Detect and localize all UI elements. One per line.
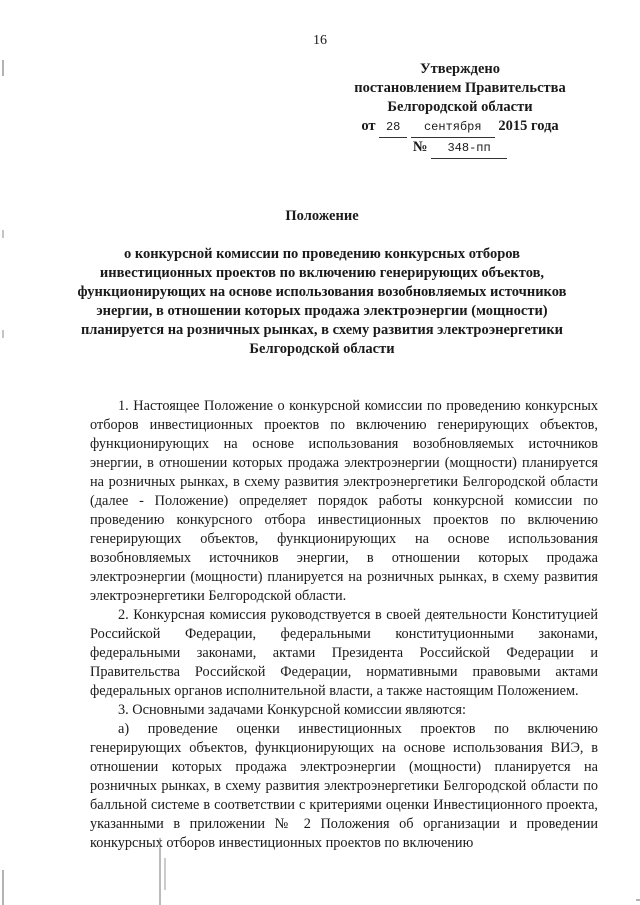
approval-stamp (340, 60, 580, 159)
number-prefix: № (412, 139, 428, 155)
document-title (72, 207, 572, 359)
title-line-1: Положение (285, 208, 359, 224)
title-line-6: планируется на розничных рынках, в схему развития электроэнергетики (80, 322, 564, 338)
date-prefix: от (361, 118, 376, 134)
approval-date (340, 117, 580, 138)
approval-number (340, 138, 580, 159)
date-month: сентября (411, 118, 495, 138)
date-day: 28 (379, 118, 407, 138)
paragraph-3a: а) проведение оценки инвестиционных проектов по включению генерирующих объектов, функционирующих на основе использования ВИЭ, в отношении которых продажа электроэнергии (мощности) планируется на розничных рынках, в схему развития электроэнергетики Белгородской области по балльной системе в соответствии с критериями оценки Инвестиционного проекта, указанными в приложении № 2 Положения об организации и проведении конкурсных отборов инвестиционных проектов по включению (90, 721, 598, 851)
paragraph-2: 2. Конкурсная комиссия руководствуется в своей деятельности Конституцией Российской Федерации, федеральными конституционными законами, федеральными законами, актами Президента Российской Федерации и Правительства Российской Федерации, нормативными правовыми актами федеральных органов исполнительной власти, а также настоящим Положением. (90, 607, 598, 699)
document-body (90, 397, 598, 853)
title-line-5: энергии, в отношении которых продажа электроэнергии (мощности) (96, 303, 548, 319)
approval-line-1: Утверждено (420, 61, 500, 77)
page-number: 16 (313, 33, 327, 48)
decree-number: 348-пп (431, 139, 507, 159)
title-line-3: инвестиционных проектов по включению генерирующих объектов, (99, 265, 545, 281)
paragraph-1: 1. Настоящее Положение о конкурсной комиссии по проведению конкурсных отборов инвестиционных проектов по включению генерирующих объектов, функционирующих на основе использования возобновляемых источников энергии, в отношении которых продажа электроэнергии (мощности) планируется на розничных рынках, в схему развития электроэнергетики Белгородской области (далее - Положение) определяет порядок работы конкурсной комиссии по проведению конкурсного отбора инвестиционных проектов по включению генерирующих объектов, функционирующих на основе использования возобновляемых источников энергии, в отношении которых продажа электроэнергии (мощности) планируется на розничных рынках, в схему развития электроэнергетики Белгородской области. (90, 398, 598, 604)
title-line-7: Белгородской области (249, 341, 395, 357)
approval-line-3: Белгородской области (387, 99, 533, 115)
approval-line-2: постановлением Правительства (354, 80, 566, 96)
title-line-4: функционирующих на основе использования возобновляемых источников (77, 284, 567, 300)
title-line-2: о конкурсной комиссии по проведению конкурсных отборов (124, 246, 520, 262)
paragraph-3: 3. Основными задачами Конкурсной комиссии являются: (118, 702, 466, 718)
date-year: 2015 года (498, 118, 559, 134)
